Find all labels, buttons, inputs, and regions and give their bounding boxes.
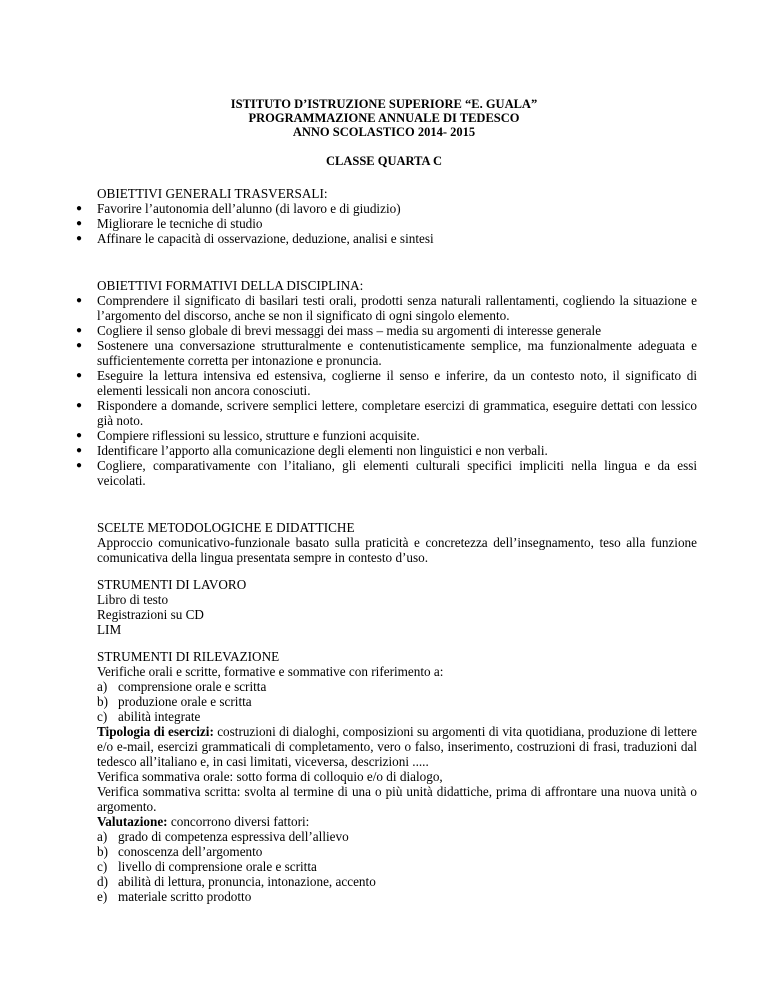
class-label: CLASSE QUARTA C <box>325 154 443 168</box>
verifica-orale: Verifica sommativa orale: sotto forma di colloquio e/o di dialogo, <box>97 769 443 784</box>
document-title: PROGRAMMAZIONE ANNUALE DI TEDESCO <box>248 111 520 125</box>
list-item: ● Cogliere il senso globale di brevi messaggi dei mass – media su argomenti di interesse generale <box>76 323 602 338</box>
section-title: OBIETTIVI FORMATIVI DELLA DISCIPLINA: <box>97 278 364 293</box>
section-scelte-metodologiche <box>97 520 697 565</box>
valutazione <box>97 814 697 829</box>
verifica-scritta: Verifica sommativa scritta: svolta al termine di una o più unità didattiche, prima di affrontare una nuova unità o argomento. <box>97 784 697 814</box>
bullet-icon: ● <box>76 218 83 229</box>
valutazione-label: Valutazione: <box>97 814 168 829</box>
bullet-icon: ● <box>76 340 83 351</box>
bullet-icon: ● <box>76 445 83 456</box>
valutazione-list <box>97 829 697 904</box>
list-item: ● Affinare le capacità di osservazione, deduzione, analisi e sintesi <box>76 231 434 246</box>
list-item: ● Compiere riflessioni su lessico, strutture e funzioni acquisite. <box>76 428 420 443</box>
section-obiettivi-generali <box>76 186 697 246</box>
tipologia-label: Tipologia di esercizi: <box>97 724 214 739</box>
section-obiettivi-formativi <box>76 278 697 488</box>
tipologia-text: costruzioni di dialoghi, composizioni su argomenti di vita quotidiana, produzione di lettere e/o e-mail, esercizi grammaticali di completamento, vero o falso, inserimento, costruzioni di frasi, traduzioni dal tedesco all’italiano e, in casi limitati, viceversa, descrizioni ..... <box>97 724 697 769</box>
list-item: ● Eseguire la lettura intensiva ed estensiva, coglierne il senso e inferire, da un contesto noto, il significato di elementi lessicali non ancora conosciuti. <box>76 368 697 398</box>
list-item: ● Sostenere una conversazione strutturalmente e contenutisticamente semplice, ma funzionalmente adeguata e sufficientemente corretta per intonazione e pronuncia. <box>76 338 697 368</box>
list-item: e) materiale scritto prodotto <box>97 889 252 904</box>
rilevazione-list <box>97 679 697 724</box>
section-strumenti-lavoro <box>97 577 697 637</box>
list-item: c) abilità integrate <box>97 709 201 724</box>
bullet-icon: ● <box>76 203 83 214</box>
obiettivi-formativi-list <box>76 293 697 488</box>
list-item: ● Cogliere, comparativamente con l’italiano, gli elementi culturali specifici impliciti nella lingua e da essi veicolati. <box>76 458 697 488</box>
list-item: c) livello di comprensione orale e scritta <box>97 859 317 874</box>
list-item: d) abilità di lettura, pronuncia, intonazione, accento <box>97 874 376 889</box>
tipologia-esercizi <box>97 724 697 769</box>
list-item: Libro di testo <box>97 592 169 607</box>
list-item: ● Comprendere il significato di basilari testi orali, prodotti senza naturali rallentamenti, cogliendo la situazione e l’argomento del discorso, anche se non il significato di ogni singolo elemento. <box>76 293 697 323</box>
bullet-icon: ● <box>76 370 83 381</box>
list-item: b) produzione orale e scritta <box>97 694 252 709</box>
section-strumenti-rilevazione <box>97 649 697 904</box>
bullet-icon: ● <box>76 295 83 306</box>
list-item: ● Rispondere a domande, scrivere semplici lettere, completare esercizi di grammatica, eseguire dettati con lessico già noto. <box>76 398 697 428</box>
obiettivi-generali-list <box>76 201 697 246</box>
list-item: ● Identificare l’apporto alla comunicazione degli elementi non linguistici e non verbali. <box>76 443 548 458</box>
list-item: b) conoscenza dell’argomento <box>97 844 263 859</box>
section-intro: Verifiche orali e scritte, formative e sommative con riferimento a: <box>97 664 444 679</box>
section-text: Approccio comunicativo-funzionale basato sulla praticità e concretezza dell’insegnamento, teso alla funzione comunicativa della lingua presentata sempre in contesto d’uso. <box>97 535 697 565</box>
bullet-icon: ● <box>76 325 83 336</box>
school-year: ANNO SCOLASTICO 2014- 2015 <box>292 125 476 139</box>
list-item: ● Migliorare le tecniche di studio <box>76 216 263 231</box>
list-item: ● Favorire l’autonomia dell’alunno (di lavoro e di giudizio) <box>76 201 401 216</box>
list-item: Registrazioni su CD <box>97 607 204 622</box>
school-name: ISTITUTO D’ISTRUZIONE SUPERIORE “E. GUALA” <box>230 97 538 111</box>
section-title: STRUMENTI DI RILEVAZIONE <box>97 649 280 664</box>
list-item: a) grado di competenza espressiva dell’allievo <box>97 829 349 844</box>
section-title: OBIETTIVI GENERALI TRASVERSALI: <box>97 186 328 201</box>
bullet-icon: ● <box>76 233 83 244</box>
valutazione-text: concorrono diversi fattori: <box>170 814 310 829</box>
bullet-icon: ● <box>76 460 83 471</box>
bullet-icon: ● <box>76 430 83 441</box>
list-item: a) comprensione orale e scritta <box>97 679 267 694</box>
list-item: LIM <box>97 622 122 637</box>
section-title: SCELTE METODOLOGICHE E DIDATTICHE <box>97 520 355 535</box>
section-title: STRUMENTI DI LAVORO <box>97 577 247 592</box>
bullet-icon: ● <box>76 400 83 411</box>
